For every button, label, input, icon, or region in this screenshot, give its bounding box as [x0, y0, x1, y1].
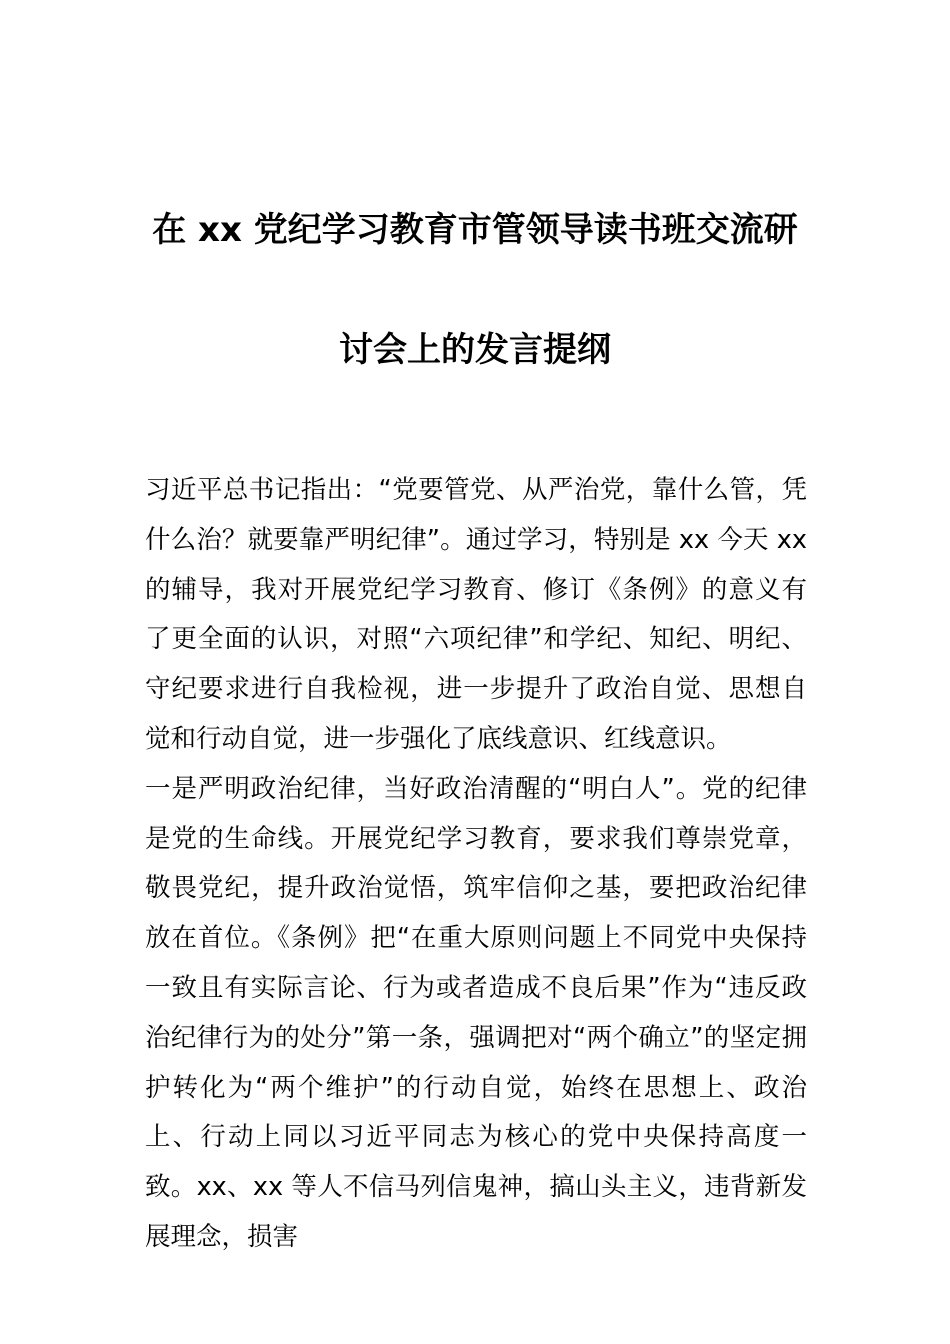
body-paragraph-2: 一是严明政治纪律，当好政治清醒的“明白人”。党的纪律是党的生命线。开展党纪学习教育，要求我们尊崇党章，敬畏党纪，提升政治觉悟，筑牢信仰之基，要把政治纪律放在首位。《条例》把“在重大原则问题上不同党中央保持一致且有实际言论、行为或者造成不良后果”作为“违反政治纪律行为的处分”第一条，强调把对“两个确立”的坚定拥护转化为“两个维护”的行动自觉，始终在思想上、政治上、行动上同以习近平同志为核心的党中央保持高度一致。xx、xx 等人不信马列信鬼神，搞山头主义，违背新发展理念，损害	[145, 773, 807, 1252]
document-body	[145, 466, 807, 1263]
document-title-line-2: 讨会上的发言提纲	[339, 330, 611, 370]
document-title-line-1: 在 xx 党纪学习教育市管领导读书班交流研	[152, 210, 798, 250]
body-paragraph-1: 习近平总书记指出：“党要管党、从严治党，靠什么管，凭什么治？就要靠严明纪律”。通过学习，特别是 xx 今天 xx 的辅导，我对开展党纪学习教育、修订《条例》的意义有了更全面的认识，对照“六项纪律”和学纪、知纪、明纪、守纪要求进行自我检视，进一步提升了政治自觉、思想自觉和行动自觉，进一步强化了底线意识、红线意识。	[145, 475, 807, 754]
